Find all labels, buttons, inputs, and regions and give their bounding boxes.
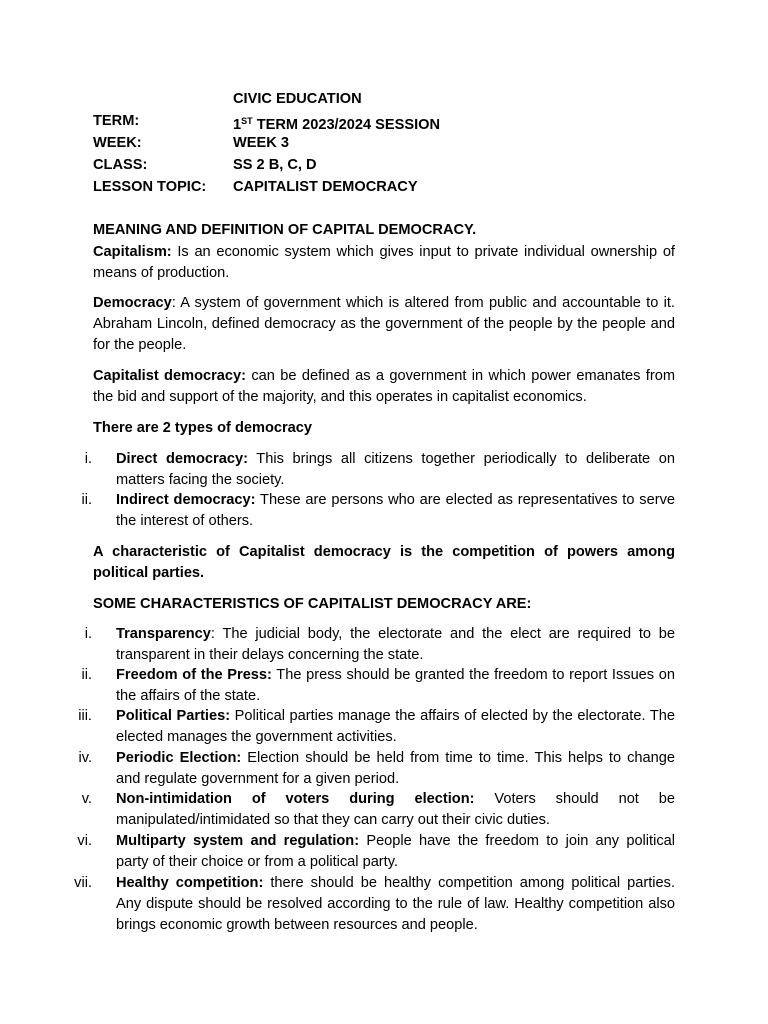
list-number: i. bbox=[84, 626, 92, 642]
list-number: ii. bbox=[81, 492, 92, 508]
list-item: Periodic Election: Election should be held from time to time. This helps to change and regulate government for a given period. bbox=[116, 750, 676, 787]
list-number: v. bbox=[81, 791, 92, 807]
section-heading: MEANING AND DEFINITION OF CAPITAL DEMOCRACY. bbox=[93, 222, 477, 238]
list-number: vi. bbox=[77, 833, 92, 849]
list-item: Indirect democracy: These are persons who are elected as representatives to serve the interest of others. bbox=[116, 492, 675, 529]
list-item: Healthy competition: there should be healthy competition among political parties. Any dispute should be resolved according to the rule of law. Healthy competition also brings economic growth between resources and people. bbox=[116, 875, 676, 933]
term-label: TERM: bbox=[93, 113, 140, 129]
list-item: Freedom of the Press: The press should be granted the freedom to report Issues on the affairs of the state. bbox=[116, 667, 675, 704]
list-item-continuation: manipulated/intimidated so that they can carry out their civic duties. bbox=[116, 812, 550, 828]
list-number: i. bbox=[84, 451, 92, 467]
week-label: WEEK: bbox=[93, 135, 142, 151]
list-item: Non-intimidation of voters during election: Voters should not be bbox=[116, 791, 675, 807]
week-value: WEEK 3 bbox=[233, 135, 289, 151]
class-value: SS 2 B, C, D bbox=[233, 157, 317, 173]
list-number: vii. bbox=[74, 875, 92, 891]
list-item: Multiparty system and regulation: People have the freedom to join any political party of their choice or from a political party. bbox=[116, 833, 675, 870]
lesson-header bbox=[93, 88, 440, 198]
characteristic-note: A characteristic of Capitalist democracy is the competition of powers among political parties. bbox=[93, 544, 675, 581]
characteristics-heading: SOME CHARACTERISTICS OF CAPITALIST DEMOCRACY ARE: bbox=[93, 596, 532, 612]
definition-capitalist-democracy: Capitalist democracy: can be defined as a government in which power emanates from the bid and support of the majority, and this operates in capitalist economics. bbox=[93, 368, 675, 405]
types-heading: There are 2 types of democracy bbox=[93, 420, 313, 436]
topic-label: LESSON TOPIC: bbox=[93, 179, 207, 195]
list-number: iv. bbox=[78, 750, 92, 766]
list-item: Direct democracy: This brings all citizens together periodically to deliberate on matters facing the society. bbox=[116, 451, 675, 488]
topic-value: CAPITALIST DEMOCRACY bbox=[233, 179, 418, 195]
list-number: iii. bbox=[78, 708, 92, 724]
list-number: ii. bbox=[81, 667, 92, 683]
list-item: Transparency: The judicial body, the electorate and the elect are required to be transparent in their delays concerning the state. bbox=[116, 626, 675, 663]
definition-capitalism: Capitalism: Is an economic system which gives input to private individual ownership of means of production. bbox=[93, 244, 675, 281]
class-label: CLASS: bbox=[93, 157, 148, 173]
definition-democracy: Democracy: A system of government which is altered from public and accountable to it. Abraham Lincoln, defined democracy as the government of the people by the people and for the people. bbox=[93, 295, 675, 353]
term-value: 1ST TERM 2023/2024 SESSION bbox=[233, 116, 441, 133]
list-item: Political Parties: Political parties manage the affairs of elected by the electorate. The elected manages the government activities. bbox=[116, 708, 675, 745]
subject-title: CIVIC EDUCATION bbox=[233, 91, 362, 107]
